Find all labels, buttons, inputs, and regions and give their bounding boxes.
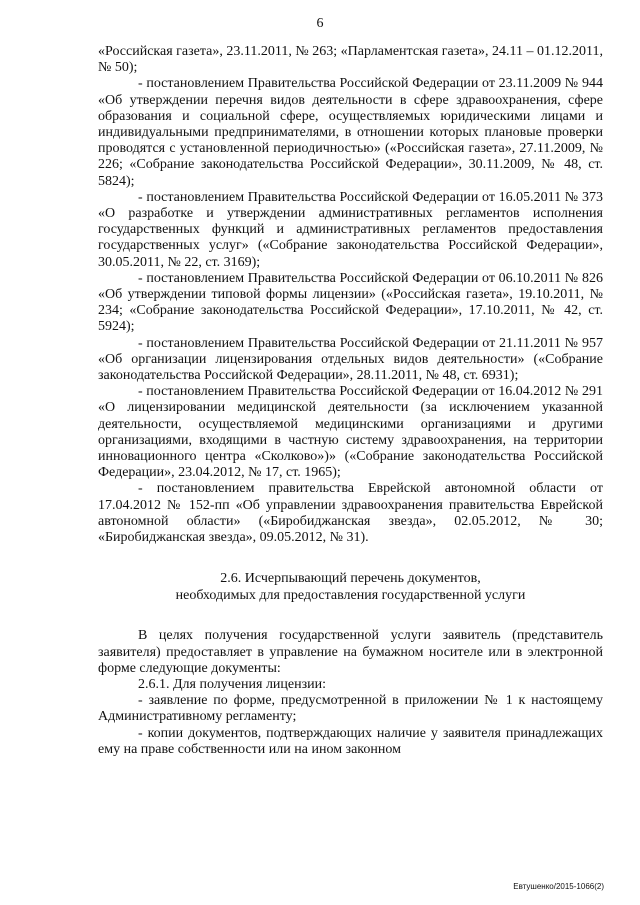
section-heading-line1: 2.6. Исчерпывающий перечень документов, <box>220 571 481 587</box>
list-item-decree-291: - постановлением Правительства Российской Федерации от 16.04.2012 № 291 «О лицензировании медицинской деятельности (за исключением указанной деятельности, осуществляемой медицинскими организациями и другими организациями, входящими в частную систему здравоохранения, на территории инновационного центра «Сколково»)» («Собрание законодательства Российской Федерации», 23.04.2012, № 17, ст. 1965); <box>98 384 603 481</box>
paragraph-continuation: «Российская газета», 23.11.2011, № 263; «Парламентская газета», 24.11 – 01.12.2011, № 50); <box>98 44 603 76</box>
page-number: 6 <box>316 16 324 31</box>
list-item-decree-826: - постановлением Правительства Российской Федерации от 06.10.2011 № 826 «Об утверждении типовой формы лицензии» («Российская газета», 19.10.2011, № 234; «Собрание законодательства Российской Федерации», 17.10.2011, № 42, ст. 5924); <box>98 270 603 335</box>
list-item-document-copies: - копии документов, подтверждающих наличие у заявителя принадлежащих ему на праве собственности или на ином законном <box>98 725 603 757</box>
list-item-application-form: - заявление по форме, предусмотренной в приложении № 1 к настоящему Административному регламенту; <box>98 693 603 725</box>
list-item-decree-152pp: - постановлением правительства Еврейской автономной области от 17.04.2012 № 152-пп «Об управлении здравоохранения правительства Еврейской автономной области» («Биробиджанская звезда», 02.05.2012, № 30; «Биробиджанская звезда», 09.05.2012, № 31). <box>98 481 603 546</box>
list-item-decree-944: - постановлением Правительства Российской Федерации от 23.11.2009 № 944 «Об утверждении перечня видов деятельности в сфере здравоохранения, сфере образования и социальной сфере, осуществляемых юридическими лицами и индивидуальными предпринимателями, в отношении которых плановые проверки проводятся с установленной периодичностью» («Российская газета», 27.11.2009, № 226; «Собрание законодательства Российской Федерации», 30.11.2009, № 48, ст. 5824); <box>98 76 603 189</box>
document-body <box>98 44 603 758</box>
paragraph-intro: В целях получения государственной услуги заявитель (представитель заявителя) предоставляет в управление на бумажном носителе или в электронной форме следующие документы: <box>98 628 603 676</box>
section-heading-line2: необходимых для предоставления государственной услуги <box>175 588 526 604</box>
list-item-decree-373: - постановлением Правительства Российской Федерации от 16.05.2011 № 373 «О разработке и утверждении административных регламентов исполнения государственных функций и административных регламентов предоставления государственных услуг» («Собрание законодательства Российской Федерации», 30.05.2011, № 22, ст. 3169); <box>98 189 603 270</box>
footer-code: Евтушенко/2015-1066(2) <box>513 882 604 891</box>
list-item-decree-957: - постановлением Правительства Российской Федерации от 21.11.2011 № 957 «Об организации лицензирования отдельных видов деятельности» («Собрание законодательства Российской Федерации», 28.11.2011, № 48, ст. 6931); <box>98 335 603 384</box>
subsection-2-6-1: 2.6.1. Для получения лицензии: <box>138 676 327 692</box>
